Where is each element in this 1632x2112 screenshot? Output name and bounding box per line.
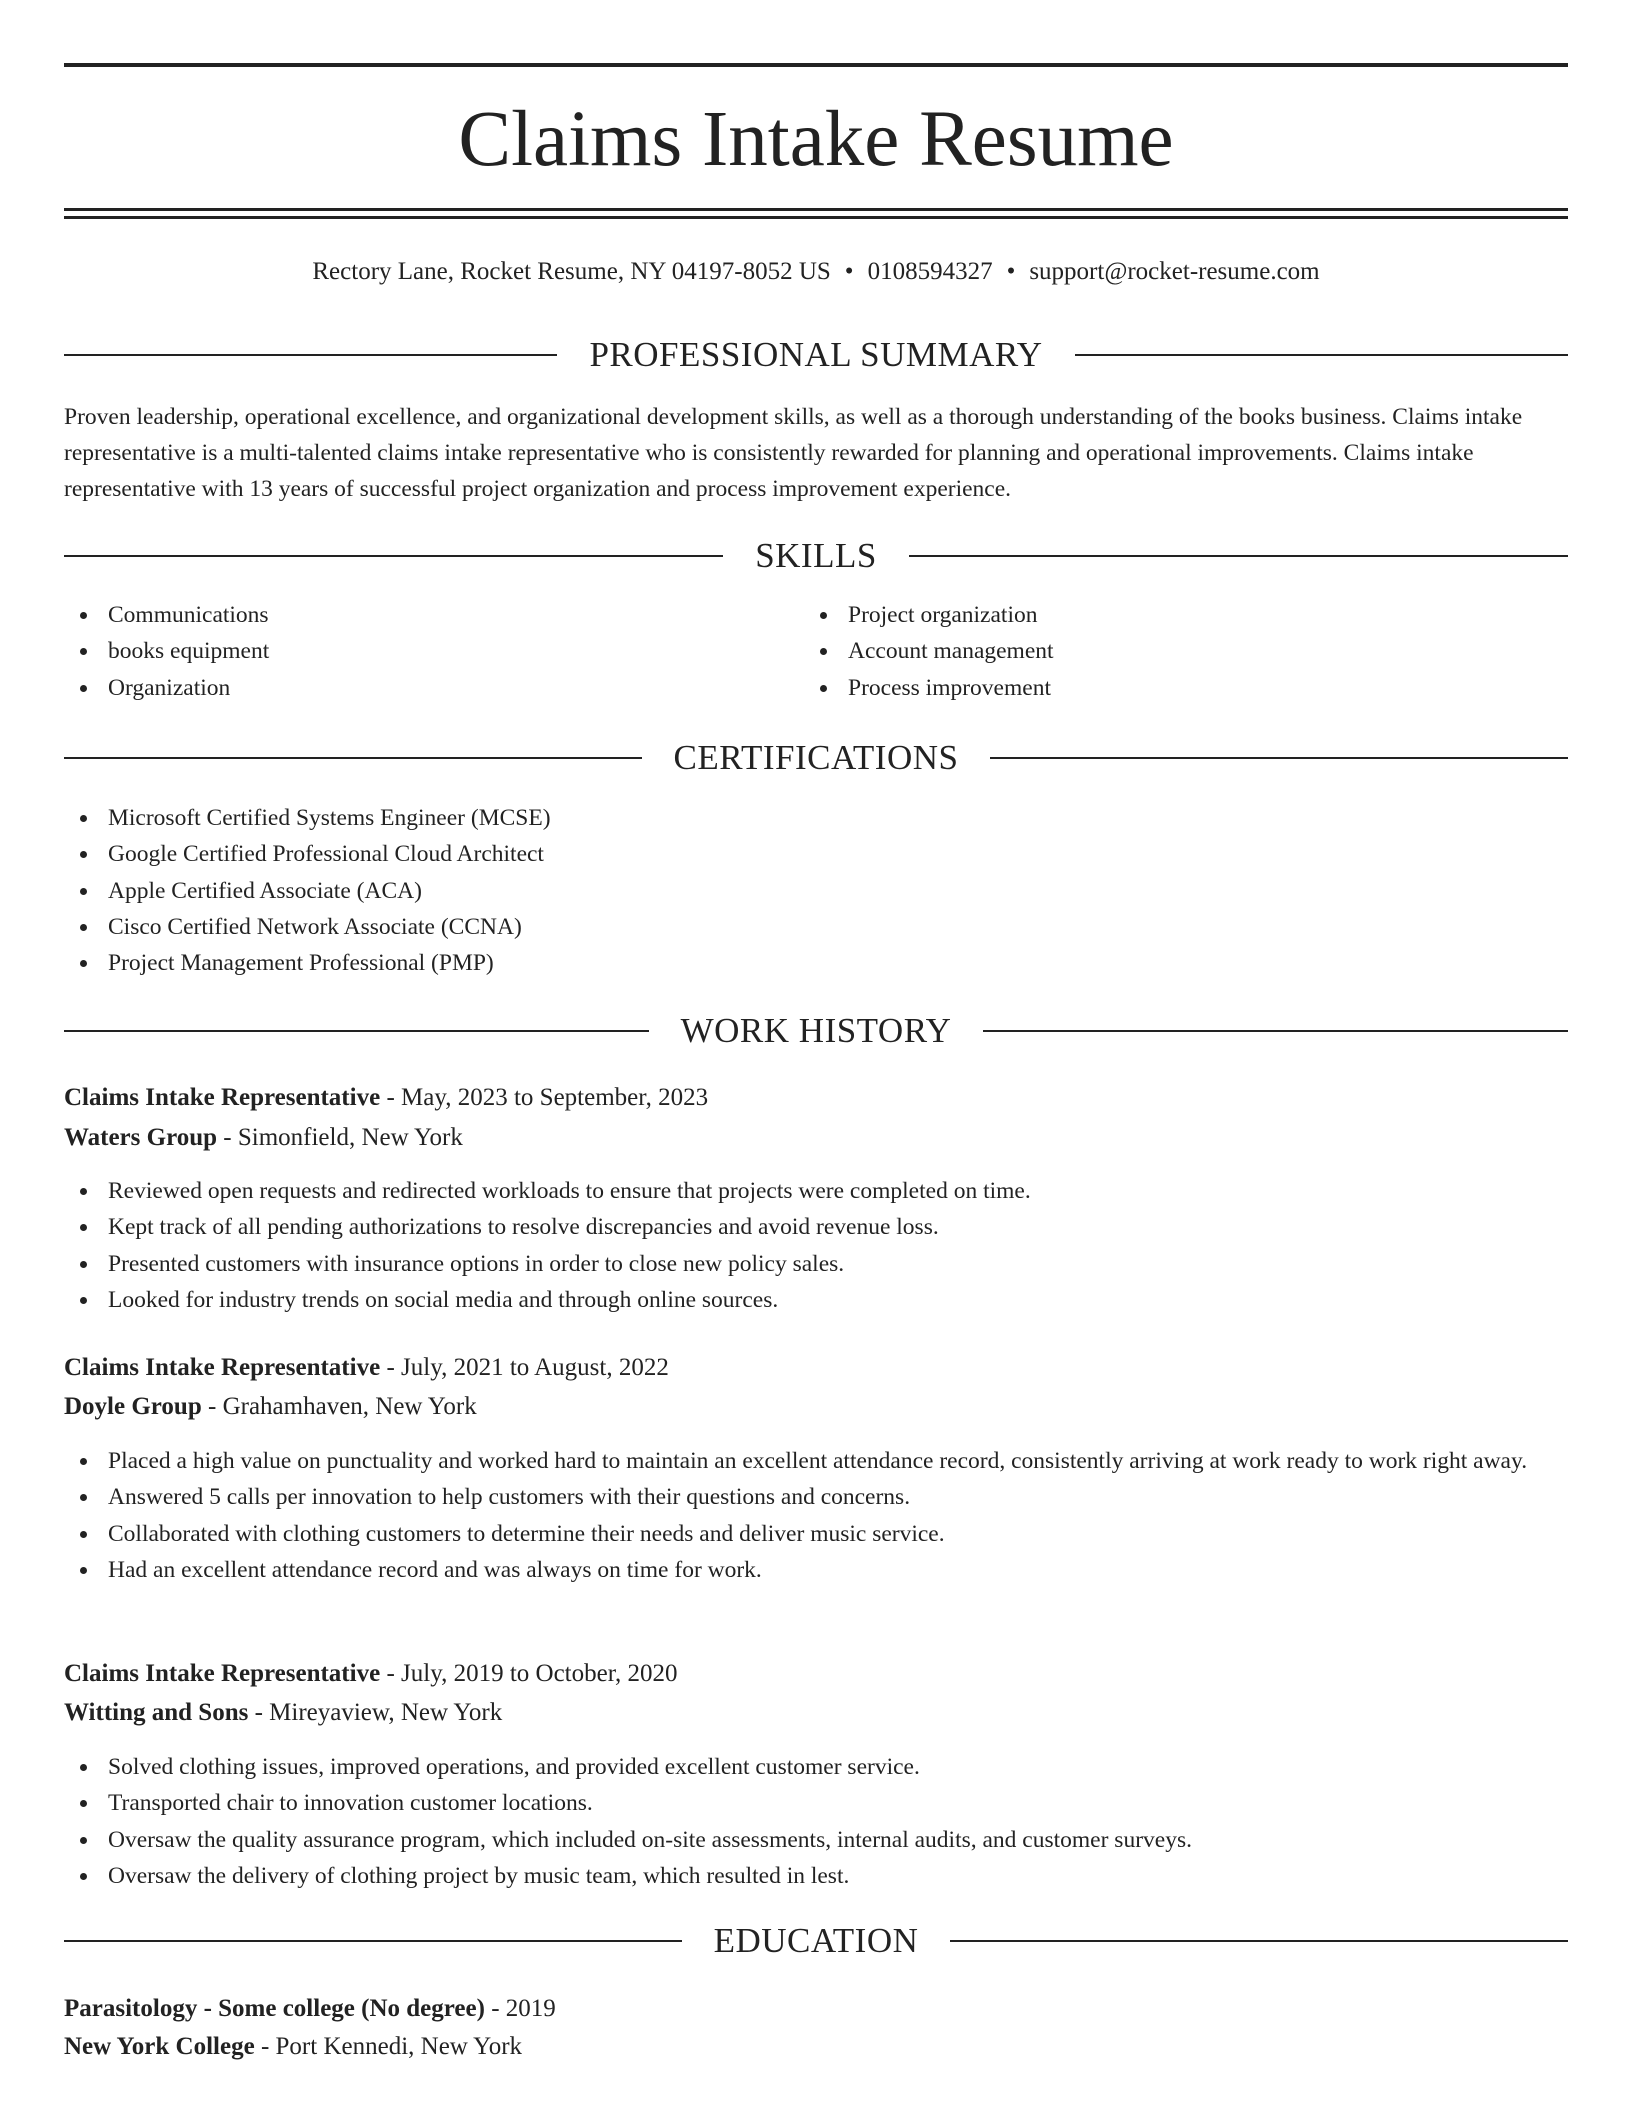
section-header-work-history	[64, 1009, 1568, 1053]
section-title: WORK HISTORY	[680, 1011, 952, 1050]
skill-item: Account management	[804, 633, 1504, 669]
job-location: - Simonfield, New York	[217, 1124, 463, 1151]
section-title: PROFESSIONAL SUMMARY	[589, 335, 1043, 374]
divider	[950, 1940, 1568, 1942]
job-bullet: Presented customers with insurance options in order to close new policy sales.	[64, 1246, 1568, 1282]
contact-address: Rectory Lane, Rocket Resume, NY 04197-8052 US	[312, 258, 831, 285]
job-bullet: Oversaw the quality assurance program, which included on-site assessments, internal audits, and customer surveys.	[64, 1822, 1568, 1858]
job-bullet: Looked for industry trends on social media and through online sources.	[64, 1282, 1568, 1318]
title-underline-second	[64, 216, 1568, 219]
job-bullet: Had an excellent attendance record and was always on time for work.	[64, 1552, 1568, 1588]
job-title: Claims Intake Representative	[64, 1660, 381, 1687]
education-degree: Parasitology - Some college (No degree)	[64, 1995, 485, 2022]
contact-separator: •	[1006, 258, 1016, 285]
divider	[909, 555, 1568, 557]
divider	[64, 757, 642, 759]
job-title-line	[64, 1350, 1568, 1386]
skill-item: Process improvement	[804, 670, 1504, 706]
education-school: New York College	[64, 2033, 255, 2060]
divider	[983, 1030, 1568, 1032]
section-title: SKILLS	[755, 536, 877, 575]
skill-item: books equipment	[64, 633, 764, 669]
job-bullet: Kept track of all pending authorizations to resolve discrepancies and avoid revenue loss.	[64, 1209, 1568, 1245]
education-year: - 2019	[484, 1995, 556, 2022]
job-company-line	[64, 1389, 1568, 1425]
title-underline	[64, 208, 1568, 211]
skills-list-left	[64, 597, 764, 706]
certification-item: Microsoft Certified Systems Engineer (MCSE)	[64, 800, 1564, 836]
job-bullet: Oversaw the delivery of clothing project by music team, which resulted in lest.	[64, 1858, 1568, 1894]
certifications-list	[64, 800, 1564, 981]
job-bullets	[64, 1173, 1568, 1318]
job-dates: - July, 2021 to August, 2022	[380, 1354, 669, 1381]
job-title: Claims Intake Representative	[64, 1084, 381, 1111]
divider	[64, 1030, 649, 1032]
skill-item: Project organization	[804, 597, 1504, 633]
education-degree-line	[64, 1991, 1568, 2027]
contact-line	[64, 254, 1568, 290]
job-company: Waters Group	[64, 1124, 218, 1151]
job-location: - Grahamhaven, New York	[201, 1393, 477, 1420]
contact-email[interactable]: support@rocket-resume.com	[1029, 258, 1320, 285]
job-bullet: Collaborated with clothing customers to determine their needs and deliver music service.	[64, 1516, 1568, 1552]
job-bullet: Transported chair to innovation customer locations.	[64, 1785, 1568, 1821]
job-company-line	[64, 1120, 1568, 1156]
job-bullet: Solved clothing issues, improved operations, and provided excellent customer service.	[64, 1749, 1568, 1785]
education-location: - Port Kennedi, New York	[254, 2033, 523, 2060]
skill-item: Communications	[64, 597, 764, 633]
certification-item: Project Management Professional (PMP)	[64, 945, 1564, 981]
summary-text: Proven leadership, operational excellence, and organizational development skills, as well as a thorough understanding of the books business. Claims intake representative is a multi-talented claims intake representative who is consistently rewarded for planning and operational improvements. Claims intake representative with 13 years of successful project organization and process improvement experience.	[64, 404, 1523, 502]
education-school-line	[64, 2029, 1568, 2065]
section-header-summary	[64, 333, 1568, 377]
top-rule	[64, 63, 1568, 67]
section-title: EDUCATION	[713, 1921, 919, 1960]
section-header-education	[64, 1919, 1568, 1963]
section-header-certifications	[64, 736, 1568, 780]
divider	[64, 354, 557, 356]
job-company-line	[64, 1695, 1568, 1731]
divider	[64, 1940, 682, 1942]
divider	[990, 757, 1568, 759]
divider	[64, 555, 723, 557]
divider	[1075, 354, 1568, 356]
job-company: Doyle Group	[64, 1393, 202, 1420]
skills-list-right	[804, 597, 1504, 706]
job-title-line	[64, 1656, 1568, 1692]
contact-separator: •	[844, 258, 854, 285]
certification-item: Cisco Certified Network Associate (CCNA)	[64, 909, 1564, 945]
job-location: - Mireyaview, New York	[248, 1699, 503, 1726]
job-bullet: Placed a high value on punctuality and worked hard to maintain an excellent attendance record, consistently arriving at work ready to work right away.	[64, 1443, 1568, 1479]
job-bullets	[64, 1443, 1568, 1588]
resume-title: Claims Intake Resume	[458, 96, 1174, 183]
job-bullet: Reviewed open requests and redirected workloads to ensure that projects were completed on time.	[64, 1173, 1568, 1209]
job-company: Witting and Sons	[64, 1699, 249, 1726]
certification-item: Google Certified Professional Cloud Architect	[64, 836, 1564, 872]
section-title: CERTIFICATIONS	[673, 738, 959, 777]
job-dates: - July, 2019 to October, 2020	[380, 1660, 678, 1687]
job-title: Claims Intake Representative	[64, 1354, 381, 1381]
job-bullets	[64, 1749, 1568, 1894]
contact-phone: 0108594327	[867, 258, 993, 285]
certification-item: Apple Certified Associate (ACA)	[64, 873, 1564, 909]
job-title-line	[64, 1080, 1568, 1116]
job-bullet: Answered 5 calls per innovation to help customers with their questions and concerns.	[64, 1479, 1568, 1515]
job-dates: - May, 2023 to September, 2023	[380, 1084, 709, 1111]
skill-item: Organization	[64, 670, 764, 706]
section-header-skills	[64, 534, 1568, 578]
